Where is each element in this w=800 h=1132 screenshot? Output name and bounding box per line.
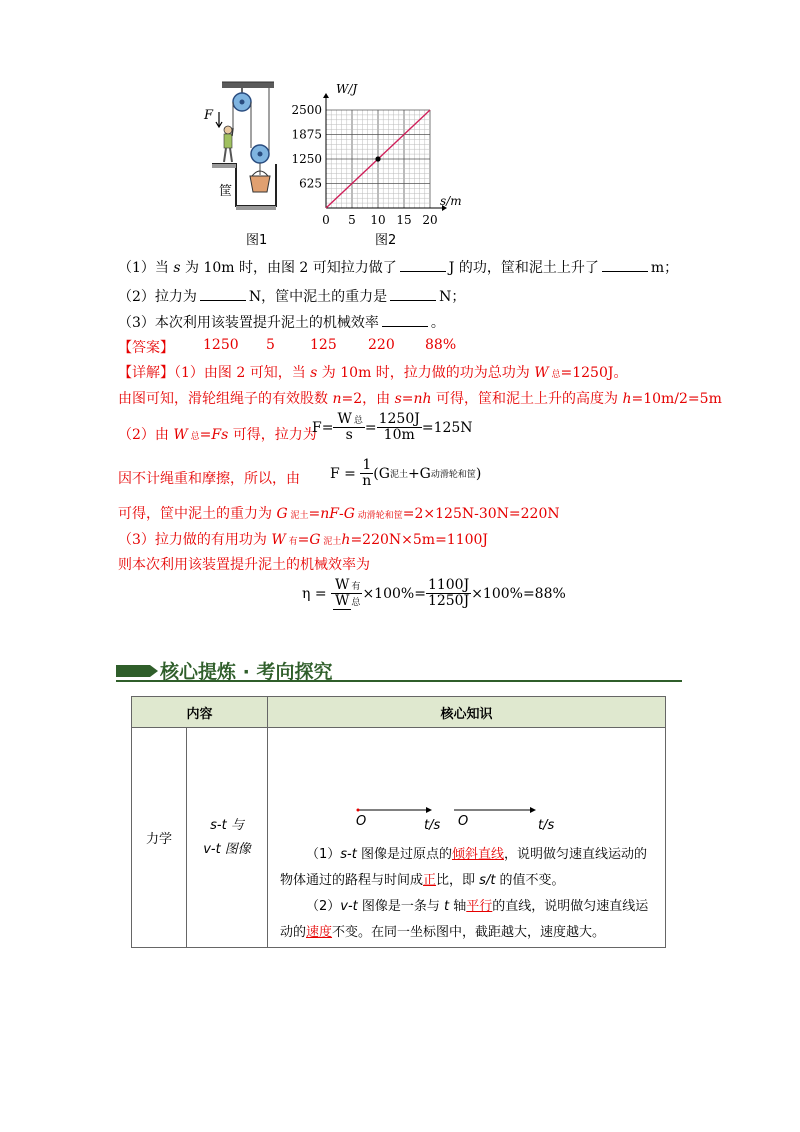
formula-force: F= $\frac{\text{W 总}}{s}$ = $\frac{1250J}{10m}$ =125N: [312, 411, 473, 444]
explanation-line-5: 可得，筐中泥土的重力为 G 泥土=nF-G 动滑轮和筐=2×125N-30N=220N: [118, 506, 560, 522]
table-header-row: [132, 697, 666, 728]
y-axis-arrow: [323, 93, 329, 98]
header-knowledge: 核心知识: [268, 697, 666, 728]
category-cell: 力学: [132, 728, 187, 948]
basket-icon: [250, 176, 270, 192]
header-content: 内容: [132, 697, 268, 728]
answer-value: 220: [368, 337, 395, 353]
figure-2-chart: [290, 84, 480, 224]
y-tick-label: 1250: [291, 152, 322, 166]
answer-value: 88%: [425, 337, 457, 353]
explanation-line-2: 由图可知，滑轮组绳子的有效股数 n=2，由 s=nh 可得，筐和泥土上升的高度为 h=10m/2=5m: [118, 391, 722, 407]
y-tick-label: 625: [299, 176, 322, 191]
formula-pulley: F = $\frac{1}{n}$ (G 泥土 +G 动滑轮和筐 ): [330, 457, 482, 490]
explanation-line-4: 因不计绳重和摩擦，所以，由: [118, 471, 300, 487]
marked-point: [375, 156, 380, 161]
explanation-line-1: 【详解】（1）由图 2 可知，当 s 为 10m 时，拉力做的功为总功为 W 总=1250J。: [118, 365, 628, 381]
question-1: （1）当 s 为 10m 时，由图 2 可知拉力做了 J 的功，筐和泥土上升了 m；: [118, 257, 678, 277]
table-row: [132, 728, 666, 948]
x-tick-label: 20: [422, 213, 438, 224]
axis-diagram: [348, 798, 548, 828]
axis2-label: t/s: [538, 817, 555, 833]
core-knowledge-table: [131, 696, 666, 948]
y-tick-label: 1875: [291, 127, 322, 142]
axis1-origin: O: [356, 813, 367, 829]
topic-line-1: s-t 与: [210, 817, 244, 833]
answer-value: 5: [266, 337, 275, 353]
knowledge-cell: [268, 728, 666, 948]
question-2: （2）拉力为 N，筐中泥土的重力是 N；: [118, 286, 465, 306]
answer-blank[interactable]: [390, 286, 436, 301]
answer-blank[interactable]: [200, 286, 246, 301]
answer-label: 【答案】: [118, 340, 174, 356]
axis2-origin: O: [458, 813, 469, 829]
x-tick-label: 10: [370, 213, 386, 224]
explanation-line-6: （3）拉力做的有用功为 W 有=G 泥土h=220N×5m=1100J: [118, 532, 489, 548]
question-3: （3）本次利用该装置提升泥土的机械效率 。: [118, 312, 445, 332]
figure-2-caption: 图2: [375, 233, 397, 248]
chart-x-label: s/m: [440, 194, 462, 208]
chart-y-label: W/J: [336, 82, 358, 96]
section-header: [116, 657, 682, 683]
explanation-line-3: （2）由 W 总=Fs 可得，拉力为: [118, 427, 317, 443]
topic-cell: [187, 728, 268, 948]
knowledge-paragraph-1: （1）s-t 图像是过原点的倾斜直线，说明做匀速直线运动的物体通过的路程与时间成正比，即 s/t 的值不变。: [280, 846, 648, 888]
x-tick-label: 0: [322, 213, 330, 224]
answer-value: 1250: [203, 337, 239, 353]
formula-efficiency: η = $\frac{\text{W 有}}{\text{W 总}}$ ×100%= $\frac{1100J}{1250J}$ ×100%=88%: [302, 577, 566, 610]
explanation-line-7: 则本次利用该装置提升泥土的机械效率为: [118, 557, 370, 573]
basket-label: 筐: [219, 184, 233, 199]
y-tick-label: 2500: [291, 103, 322, 117]
explanation-label: 【详解】: [118, 365, 174, 381]
answer-blank[interactable]: [382, 312, 428, 327]
answer-line: [118, 337, 174, 357]
answer-blank[interactable]: [400, 257, 446, 272]
x-tick-label: 15: [396, 213, 412, 224]
figure-1: [204, 80, 278, 215]
knowledge-paragraph-2: （2）v-t 图像是一条与 t 轴平行的直线，说明做匀速直线运动的速度不变。在同一坐标图中，截距越大，速度越大。: [280, 898, 649, 940]
answer-value: 125: [310, 337, 337, 353]
axis1-label: t/s: [424, 817, 441, 833]
force-label: F: [204, 108, 214, 123]
section-title: 核心提炼 · 考向探究: [160, 661, 333, 683]
x-tick-label: 5: [348, 213, 356, 224]
figure-1-caption: 图1: [246, 233, 268, 248]
topic-line-2: v-t 图像: [203, 841, 251, 857]
answer-blank[interactable]: [602, 257, 648, 272]
